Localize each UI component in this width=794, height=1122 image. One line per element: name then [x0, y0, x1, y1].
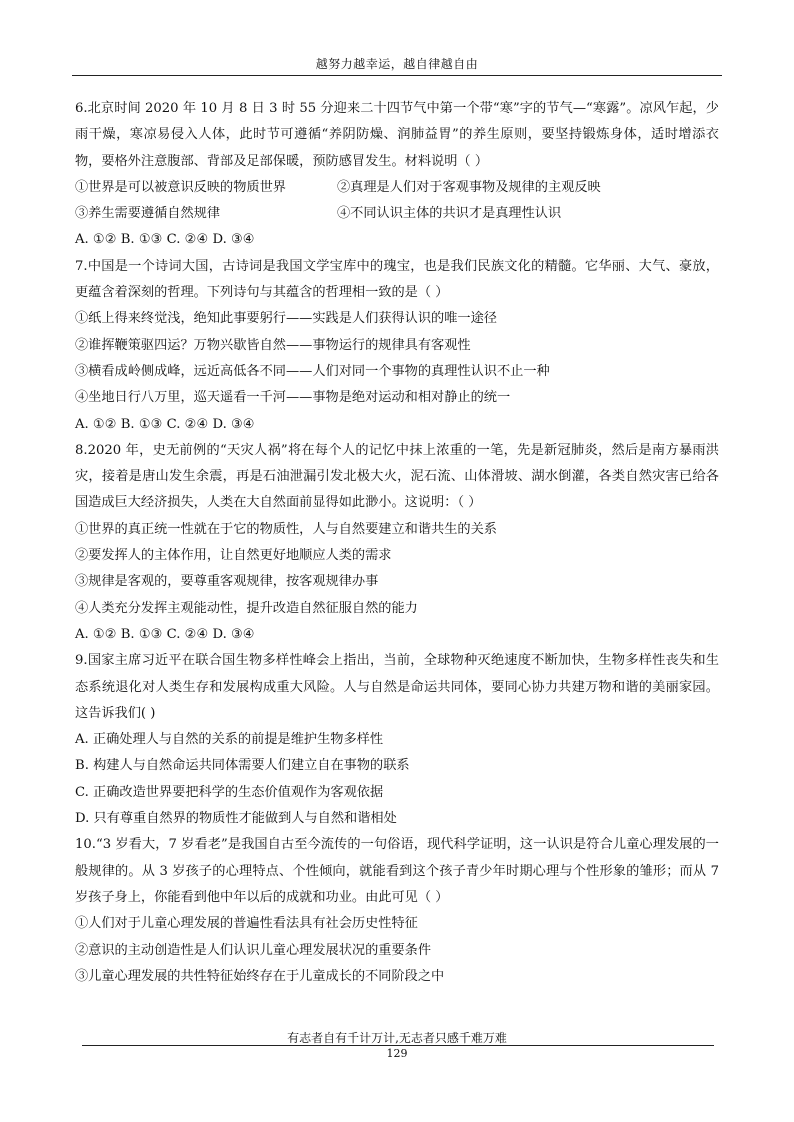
- question-stem: 7.中国是一个诗词大国，古诗词是我国文学宝库中的瑰宝，也是我们民族文化的精髓。它华丽、大气、豪放，更蕴含着深刻的哲理。下列诗句与其蕴含的哲理相一致的是（ ）: [75, 258, 719, 301]
- option: ②要发挥人的主体作用，让自然更好地顺应人类的需求: [75, 548, 392, 564]
- footer-motto: 有志者自有千计万计,无志者只感千难万难: [287, 1031, 507, 1045]
- question-6: [75, 96, 719, 254]
- option-row: [75, 201, 719, 227]
- option: A. 正确处理人与自然的关系的前提是维护生物多样性: [75, 732, 384, 748]
- option: ③儿童心理发展的共性特征始终存在于儿童成长的不同阶段之中: [75, 968, 445, 984]
- page-number: 129: [386, 1047, 408, 1060]
- option: ①世界是可以被意识反映的物质世界: [75, 179, 286, 195]
- option: ③养生需要遵循自然规律: [75, 206, 221, 222]
- header-divider: [72, 75, 722, 76]
- question-10: [75, 832, 719, 990]
- option: C. 正确改造世界要把科学的生态价值观作为客观依据: [75, 784, 384, 800]
- question-9: [75, 648, 719, 832]
- question-stem: 10.“3 岁看大，7 岁看老”是我国自古至今流传的一句俗语，现代科学证明，这一认识是符合儿童心理发展的一般规律的。从 3 岁孩子的心理特点、个性倾向，就能看到这个孩子青少年时期心理与个性形象的雏形；而从 7 岁孩子身上，你能看到他中年以后的成就和功业。由此可见（ ）: [75, 837, 719, 905]
- question-stem: 6.北京时间 2020 年 10 月 8 日 3 时 55 分迎来二十四节气中第一个带“寒”字的节气—“寒露”。凉风乍起，少雨干燥，寒凉易侵入人体，此时节可遵循“养阴防燥、润肺益胃”的养生原则，要坚持锻炼身体，适时增添衣物，要格外注意腹部、背部及足部保暖，预防感冒发生。材料说明（ ）: [75, 101, 719, 169]
- question-7: [75, 254, 719, 438]
- option: ④不同认识主体的共识才是真理性认识: [337, 206, 562, 222]
- question-stem: 8.2020 年，史无前例的“天灾人祸”将在每个人的记忆中抹上浓重的一笔，先是新冠肺炎，然后是南方暴雨洪灾，接着是唐山发生余震，再是石油泄漏引发北极大火，泥石流、山体滑坡、湖水倒灌，各类自然灾害已给各国造成巨大经济损失，人类在大自然面前显得如此渺小。这说明：（ ）: [75, 442, 719, 511]
- option: ①纸上得来终觉浅，绝知此事要躬行——实践是人们获得认识的唯一途径: [75, 311, 497, 327]
- option: ③横看成岭侧成峰，远近高低各不同——人们对同一个事物的真理性认识不止一种: [75, 363, 550, 379]
- option: ③规律是客观的，要尊重客观规律，按客观规律办事: [75, 574, 379, 590]
- option: ④坐地日行八万里，巡天遥看一千河——事物是绝对运动和相对静止的统一: [75, 390, 511, 406]
- answer-choices: A. ①② B. ①③ C. ②④ D. ③④: [75, 232, 255, 248]
- option-row: [75, 175, 719, 201]
- option: ②意识的主动创造性是人们认识儿童心理发展状况的重要条件: [75, 942, 432, 958]
- question-stem: 9.国家主席习近平在联合国生物多样性峰会上指出，当前，全球物种灭绝速度不断加快，生物多样性丧失和生态系统退化对人类生存和发展构成重大风险。人与自然是命运共同体，要同心协力共建万物和谐的美丽家园。这告诉我们( ): [75, 653, 719, 721]
- answer-choices: A. ①② B. ①③ C. ②④ D. ③④: [75, 626, 255, 642]
- option: ②真理是人们对于客观事物及规律的主观反映: [337, 179, 601, 195]
- answer-choices: A. ①② B. ①③ C. ②④ D. ③④: [75, 416, 255, 432]
- option: ④人类充分发挥主观能动性，提升改造自然征服自然的能力: [75, 600, 418, 616]
- option: ②谁挥鞭策驱四运？万物兴歇皆自然——事物运行的规律具有客观性: [75, 337, 471, 353]
- option: D. 只有尊重自然界的物质性才能做到人与自然和谐相处: [75, 811, 397, 827]
- header-motto: 越努力越幸运，越自律越自由: [315, 57, 479, 71]
- option: ①世界的真正统一性就在于它的物质性，人与自然要建立和谐共生的关系: [75, 521, 497, 537]
- option: ①人们对于儿童心理发展的普遍性看法具有社会历史性特征: [75, 916, 418, 932]
- footer-divider: [82, 1045, 714, 1046]
- question-8: [75, 438, 719, 648]
- question-list: [75, 96, 719, 990]
- option: B. 构建人与自然命运共同体需要人们建立自在事物的联系: [75, 758, 410, 774]
